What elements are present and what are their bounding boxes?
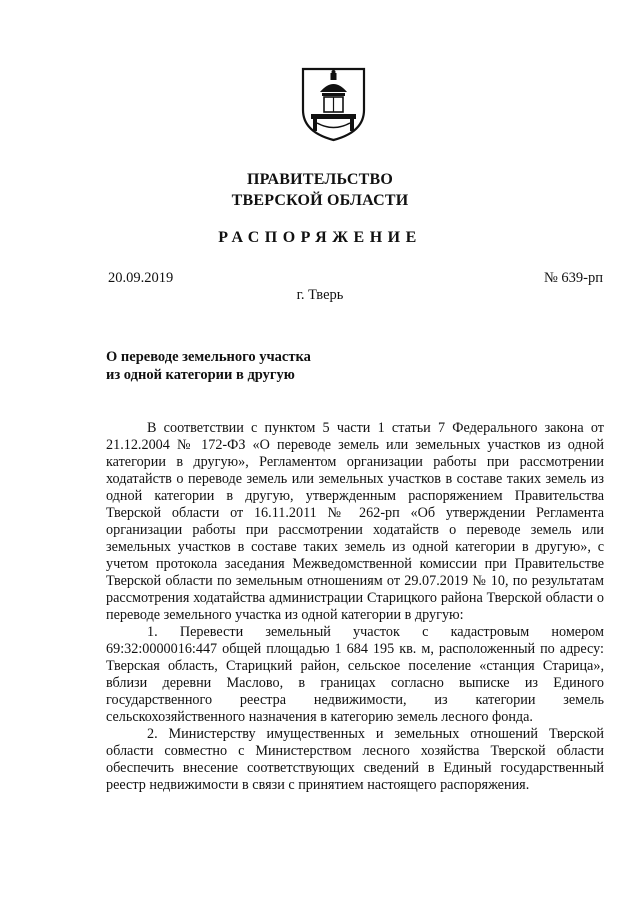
subject-line-2: из одной категории в другую <box>106 367 295 383</box>
document-city: г. Тверь <box>296 287 344 303</box>
preamble-paragraph: В соответствии с пунктом 5 части 1 статьи 7 Федерального закона от 21.12.2004 № 172-ФЗ «О переводе земель или земельных участков из одной категории в другую», Регламентом организации работы при рассмотрении ходатайств о переводе земель или земельных участков в составе таких земель из одной категории в другую, утвержденным распоряжением Правительства Тверской области от 16.11.2011 № 262-рп «Об утверждении Регламента организации работы при рассмотрении ходатайств о переводе земель или земельных участков в составе таких земель из одной категории в другую», с учетом протокола заседания Межведомственной комиссии при Правительстве Тверской области по земельным отношениям от 29.07.2019 № 10, по результатам рассмотрения ходатайства администрации Старицкого района Тверской области о переводе земельного участка из одной категории в другую: <box>106 420 604 623</box>
item-1-paragraph: 1. Перевести земельный участок с кадастровым номером 69:32:0000016:447 общей площадью 1 684 195 кв. м, расположенный по адресу: Тверская область, Старицкий район, сельское поселение «станция Старица», вблизи деревни Маслово, в границах согласно выписке из Единого государственного реестра недвижимости, из категории земель сельскохозяйственного назначения в категорию земель лесного фонда. <box>106 624 604 725</box>
document-number: № 639-рп <box>543 270 603 286</box>
document-date: 20.09.2019 <box>108 270 174 286</box>
document-body <box>106 420 604 794</box>
government-line-1: ПРАВИТЕЛЬСТВО <box>246 171 394 188</box>
document-type: РАСПОРЯЖЕНИЕ <box>218 229 422 246</box>
coat-of-arms-icon <box>300 66 367 142</box>
item-2-paragraph: 2. Министерству имущественных и земельных отношений Тверской области совместно с Министерством лесного хозяйства Тверской области обеспечить внесение соответствующих сведений в Единый государственный реестр недвижимости в связи с принятием настоящего распоряжения. <box>106 726 604 793</box>
subject-line-1: О переводе земельного участка <box>106 349 311 365</box>
document-subject <box>106 348 406 384</box>
government-line-2: ТВЕРСКОЙ ОБЛАСТИ <box>231 192 409 209</box>
government-title <box>0 169 640 211</box>
